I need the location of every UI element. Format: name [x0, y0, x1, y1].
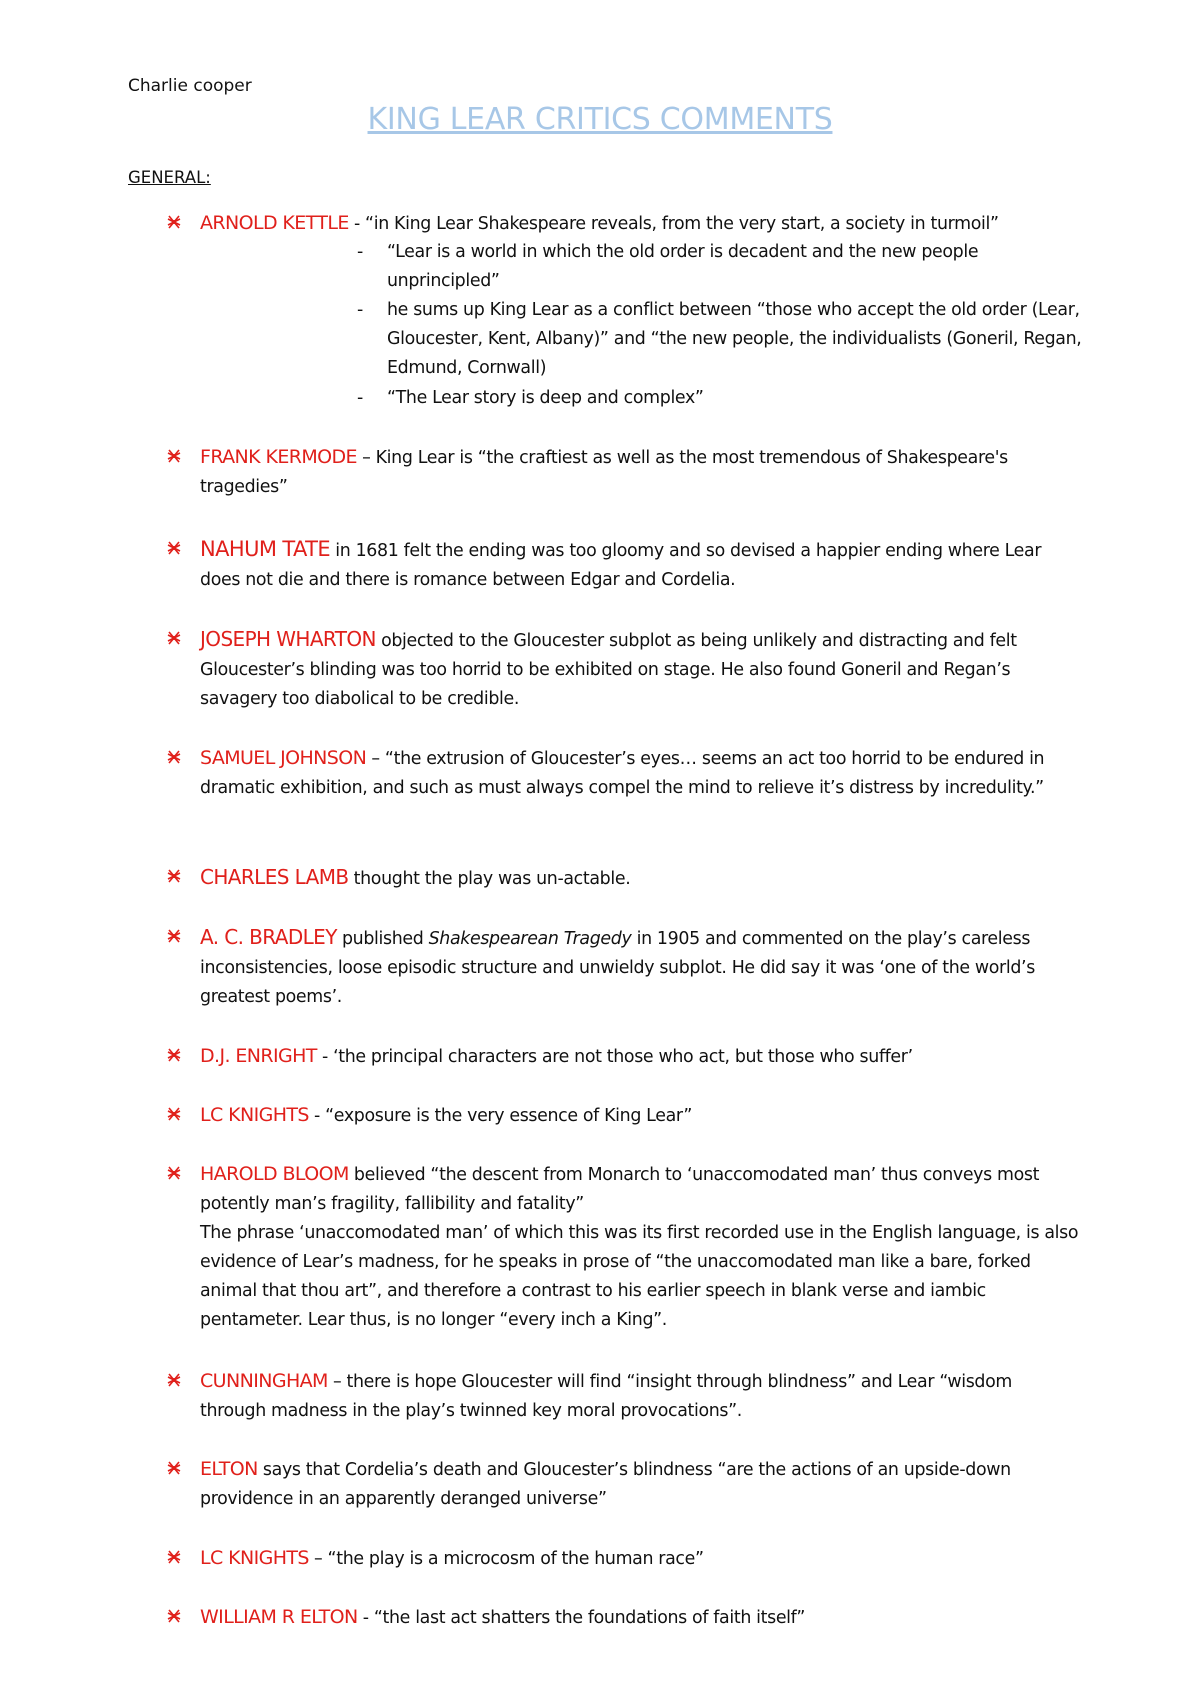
critic-entry-joseph-wharton	[200, 625, 1080, 714]
critic-entry-nahum-tate	[200, 535, 1080, 595]
critic-comment: in 1905 and commented on the play’s careless inconsistencies, loose episodic structure and unwieldy subplot. He did say it was ‘one of the world’s greatest poems’.	[200, 929, 1035, 1007]
critic-comment: – “the play is a microcosm of the human race”	[308, 1549, 704, 1569]
critic-comment: published	[336, 929, 429, 949]
critic-entry-frank-kermode	[200, 443, 1080, 502]
critic-comment: objected to the Gloucester subplot as being unlikely and distracting and felt Gloucester’s blinding was too horrid to be exhibited on stage. He also found Goneril and Regan’s savagery too diabolical to be credible.	[200, 631, 1017, 709]
sub-item-text: “Lear is a world in which the old order is decadent and the new people unprincipled”	[387, 242, 979, 291]
flower-bullet-icon	[167, 449, 181, 463]
critic-entry-arnold-kettle	[200, 209, 1080, 239]
flower-bullet-icon	[167, 1048, 181, 1062]
critic-entry-william-r-elton	[200, 1603, 1080, 1633]
critic-comment: - “in King Lear Shakespeare reveals, from the very start, a society in turmoil”	[348, 214, 999, 234]
critic-name: NAHUM TATE	[200, 537, 331, 561]
critic-comment: – there is hope Gloucester will find “insight through blindness” and Lear “wisdom through madness in the play’s twinned key moral provocations”.	[200, 1372, 1012, 1421]
critic-name: CHARLES LAMB	[200, 865, 349, 889]
critic-paragraph: The phrase ‘unaccomodated man’ of which this was its first recorded use in the English language, is also evidence of Lear’s madness, for he speaks in prose of “the unaccomodated man like a bare, forked animal that thou art”, and therefore a contrast to his earlier speech in blank verse and iambic pentameter. Lear thus, is no longer “every inch a King”.	[200, 1223, 1079, 1330]
critic-entry-dj-enright	[200, 1042, 1080, 1072]
critic-entry-lc-knights	[200, 1101, 1080, 1131]
book-title: Shakespearean Tragedy	[428, 929, 632, 949]
critic-comment: says that Cordelia’s death and Gloucester’s blindness “are the actions of an upside-down providence in an apparently deranged universe”	[200, 1460, 1011, 1509]
critic-name: A. C. BRADLEY	[200, 925, 337, 949]
flower-bullet-icon	[167, 929, 181, 943]
critic-comment: - “exposure is the very essence of King Lear”	[308, 1106, 693, 1126]
critic-comment: – “the extrusion of Gloucester’s eyes… seems an act too horrid to be endured in dramatic exhibition, and such as must always compel the mind to relieve it’s distress by incredulity.”	[200, 749, 1045, 798]
dash-bullet-icon: -	[357, 388, 363, 408]
author-name: Charlie cooper	[128, 76, 252, 96]
critic-comment: - “the last act shatters the foundations of faith itself”	[357, 1608, 806, 1628]
sub-item-text: he sums up King Lear as a conflict between “those who accept the old order (Lear, Gloucester, Kent, Albany)” and “the new people, the individualists (Goneril, Regan, Edmund, Cornwall)	[387, 300, 1082, 378]
critic-entry-elton	[200, 1455, 1080, 1514]
critic-name: SAMUEL JOHNSON	[200, 747, 367, 769]
flower-bullet-icon	[167, 1550, 181, 1564]
critic-comment: – King Lear is “the craftiest as well as the most tremendous of Shakespeare's tragedies”	[200, 448, 1008, 497]
critic-entry-harold-bloom	[200, 1160, 1080, 1335]
flower-bullet-icon	[167, 869, 181, 883]
critic-comment: - ‘the principal characters are not those who act, but those who suffer’	[316, 1047, 913, 1067]
critic-name: HAROLD BLOOM	[200, 1163, 349, 1185]
flower-bullet-icon	[167, 631, 181, 645]
sub-item	[357, 296, 1087, 383]
critic-name: ARNOLD KETTLE	[200, 212, 349, 234]
flower-bullet-icon	[167, 1373, 181, 1387]
flower-bullet-icon	[167, 1609, 181, 1623]
flower-bullet-icon	[167, 1166, 181, 1180]
dash-bullet-icon: -	[357, 242, 363, 262]
critic-comment: in 1681 felt the ending was too gloomy and so devised a happier ending where Lear does not die and there is romance between Edgar and Cordelia.	[200, 541, 1042, 590]
critic-name: WILLIAM R ELTON	[200, 1606, 358, 1628]
critic-entry-lc-knights-2	[200, 1544, 1080, 1574]
critic-name: D.J. ENRIGHT	[200, 1045, 317, 1067]
sub-item	[357, 238, 1087, 296]
critic-name: LC KNIGHTS	[200, 1104, 309, 1126]
critic-name: ELTON	[200, 1458, 258, 1480]
critic-name: FRANK KERMODE	[200, 446, 357, 468]
critic-comment: thought the play was un-actable.	[348, 869, 631, 889]
section-heading: GENERAL:	[128, 168, 211, 187]
critic-entry-samuel-johnson	[200, 744, 1080, 803]
flower-bullet-icon	[167, 215, 181, 229]
critic-name: LC KNIGHTS	[200, 1547, 309, 1569]
critic-name: JOSEPH WHARTON	[200, 627, 376, 651]
flower-bullet-icon	[167, 1461, 181, 1475]
page-title: KING LEAR CRITICS COMMENTS	[367, 102, 833, 137]
critic-comment: believed “the descent from Monarch to ‘unaccomodated man’ thus conveys most potently man’s fragility, fallibility and fatality”	[200, 1165, 1040, 1214]
sub-item	[357, 384, 1087, 413]
critic-entry-ac-bradley	[200, 923, 1080, 1012]
critic-name: CUNNINGHAM	[200, 1370, 328, 1392]
flower-bullet-icon	[167, 750, 181, 764]
flower-bullet-icon	[167, 1107, 181, 1121]
critic-entry-cunningham	[200, 1367, 1080, 1426]
dash-bullet-icon: -	[357, 300, 363, 320]
critic-entry-charles-lamb	[200, 863, 1080, 894]
flower-bullet-icon	[167, 541, 181, 555]
sub-item-text: “The Lear story is deep and complex”	[387, 388, 704, 408]
